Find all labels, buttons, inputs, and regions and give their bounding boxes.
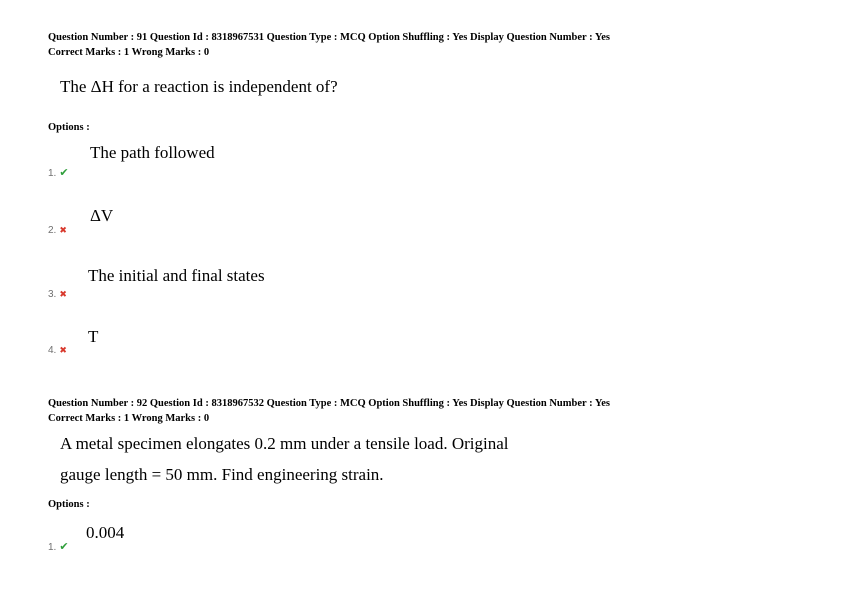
check-icon: ✔ (59, 167, 69, 179)
option-number (48, 225, 67, 236)
question-header: Question Number : 91 Question Id : 8318967531 Question Type : MCQ Option Shuffling : Yes Display Question Number : Yes (48, 32, 611, 43)
option-number (48, 289, 67, 300)
option-number-label: 1. (48, 168, 57, 179)
marks-info: Correct Marks : 1 Wrong Marks : 0 (48, 47, 210, 58)
options-label: Options : (48, 499, 90, 510)
cross-icon: ✖ (59, 345, 67, 355)
check-icon: ✔ (59, 541, 69, 553)
question-text-line-2: gauge length = 50 mm. Find engineering strain. (60, 465, 384, 484)
option-text: 0.004 (86, 523, 125, 542)
option-number-label: 4. (48, 345, 57, 356)
option-text: T (88, 327, 99, 346)
option-text: The path followed (90, 143, 215, 162)
question-text: The ΔH for a reaction is independent of? (60, 77, 338, 96)
option-number (48, 166, 69, 179)
options-label: Options : (48, 122, 90, 133)
option-text: The initial and final states (88, 266, 265, 285)
option-text: ΔV (90, 206, 114, 225)
option-number (48, 345, 67, 356)
option-number-label: 1. (48, 542, 57, 553)
marks-info: Correct Marks : 1 Wrong Marks : 0 (48, 413, 210, 424)
question-text-line-1: A metal specimen elongates 0.2 mm under a tensile load. Original (60, 434, 509, 453)
cross-icon: ✖ (59, 225, 67, 235)
question-header: Question Number : 92 Question Id : 8318967532 Question Type : MCQ Option Shuffling : Yes Display Question Number : Yes (48, 398, 611, 409)
option-number-label: 3. (48, 289, 57, 300)
option-number (48, 540, 69, 553)
cross-icon: ✖ (59, 289, 67, 299)
option-number-label: 2. (48, 225, 57, 236)
